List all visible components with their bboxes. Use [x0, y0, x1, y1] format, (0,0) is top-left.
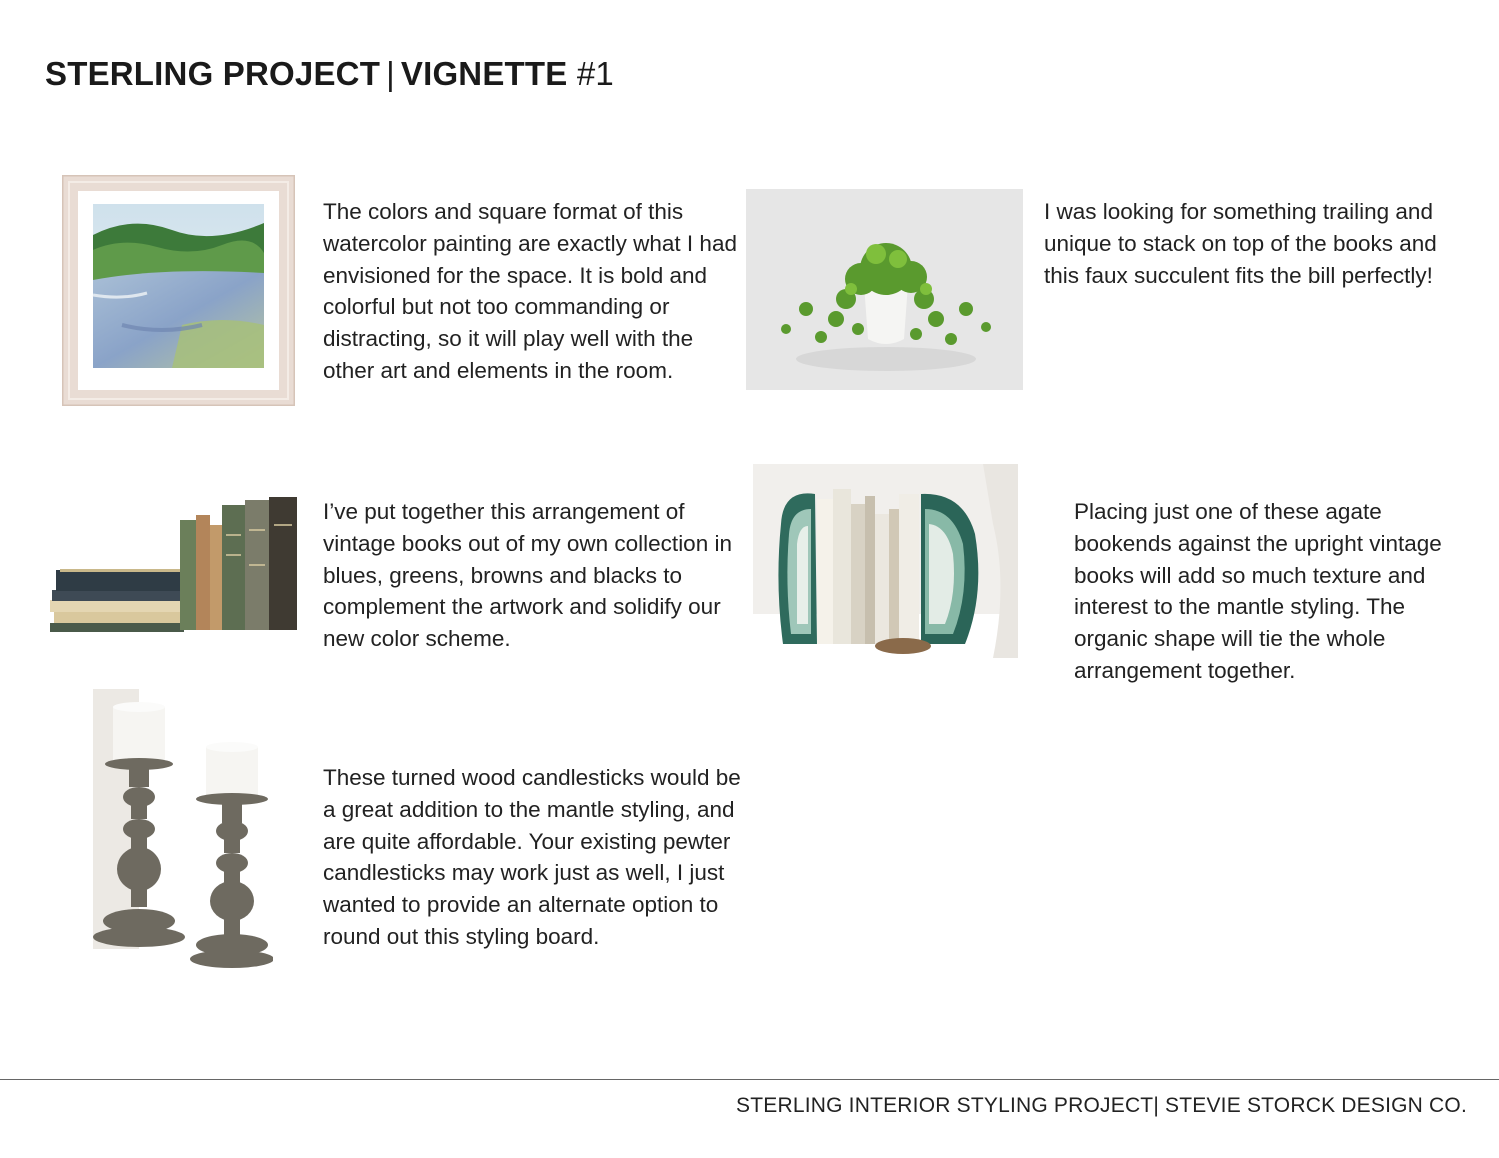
title-separator: | [386, 55, 395, 92]
agate-bookends-image [753, 464, 1018, 658]
footer-divider [0, 1079, 1499, 1080]
framed-watercolor-painting-image [62, 175, 295, 406]
title-project: STERLING PROJECT [45, 55, 381, 92]
books-description: I’ve put together this arrangement of vintage books out of my own collection in blues, greens, browns and blacks to complement the artwork and solidify our new color scheme. [323, 499, 732, 652]
title-vignette-number: #1 [576, 55, 614, 92]
succulent-description: I was looking for something trailing and unique to stack on top of the books and this faux succulent fits the bill perfectly! [1044, 199, 1437, 288]
footer-text: STERLING INTERIOR STYLING PROJECT| STEVIE STORCK DESIGN CO. [736, 1094, 1467, 1117]
page-title [45, 55, 614, 93]
vintage-books-image [50, 495, 300, 638]
candlesticks-description: These turned wood candlesticks would be a great addition to the mantle styling, and are quite affordable. Your existing pewter candlesticks may work just as well, I just wanted to provide an alternate option to round out this styling board. [323, 765, 741, 949]
bookends-description: Placing just one of these agate bookends against the upright vintage books will add so much texture and interest to the mantle styling. The organic shape will tie the whole arrangement together. [1074, 499, 1442, 683]
title-vignette: VIGNETTE [400, 55, 568, 92]
painting-description: The colors and square format of this watercolor painting are exactly what I had envisioned for the space. It is bold and colorful but not too commanding or distracting, so it will play well with the other art and elements in the room. [323, 199, 737, 383]
faux-succulent-planter-image [746, 189, 1023, 390]
wood-candlesticks-image [93, 689, 273, 971]
